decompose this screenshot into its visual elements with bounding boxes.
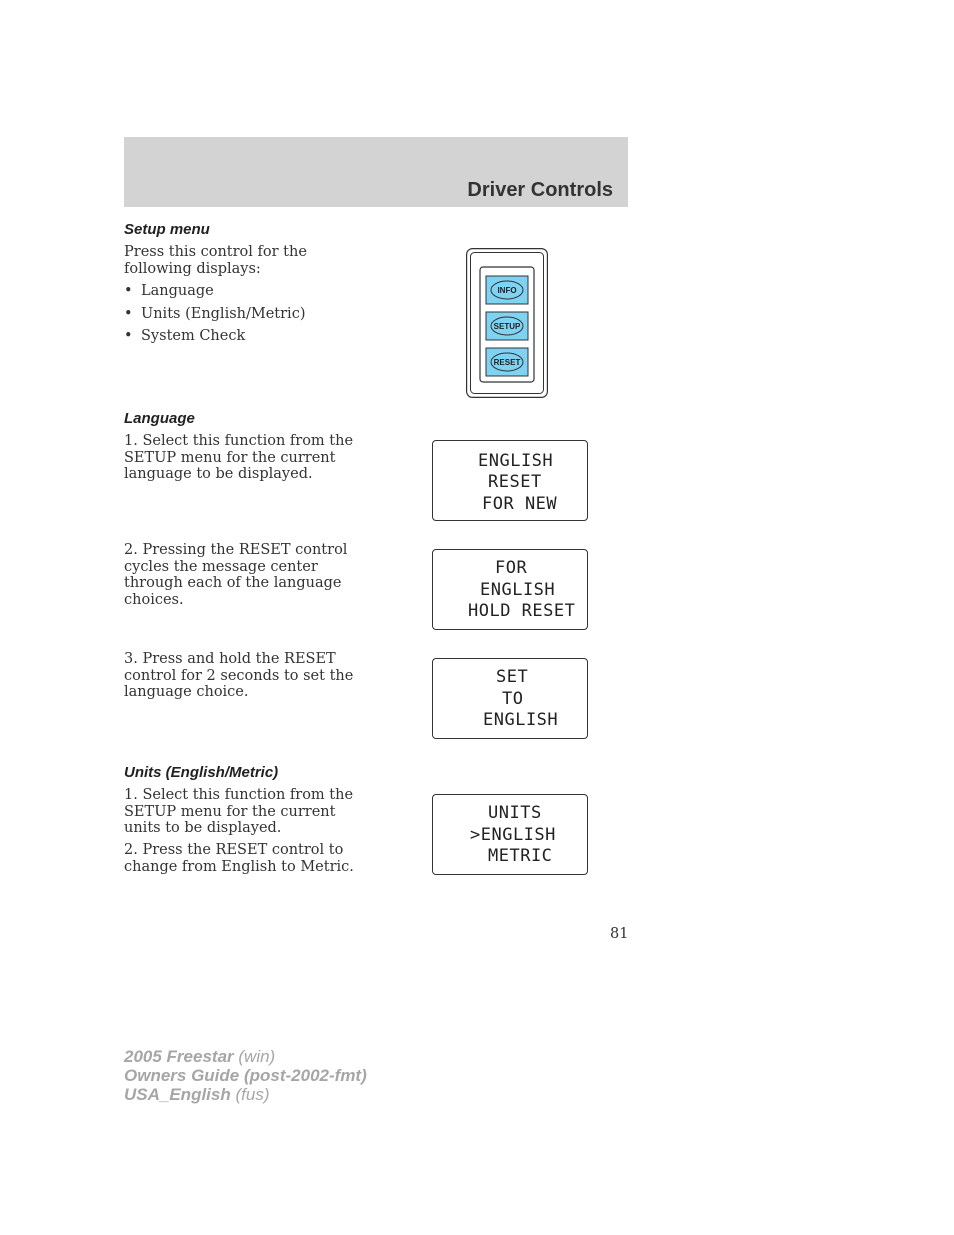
language-heading: Language <box>124 410 195 427</box>
bullet-text: System Check <box>141 328 246 344</box>
footer-model: 2005 Freestar <box>124 1047 234 1066</box>
message-display-1 <box>432 440 588 521</box>
info-button-label: INFO <box>497 286 517 295</box>
footer-language-code: (fus) <box>235 1085 270 1104</box>
setup-button <box>486 312 528 340</box>
setup-menu-intro <box>124 244 374 277</box>
reset-button <box>486 348 528 376</box>
document-footer <box>124 1047 367 1104</box>
control-panel-illustration <box>466 248 548 398</box>
display-line: ENGLISH <box>478 451 554 471</box>
bullet-item: • Language <box>124 283 214 299</box>
message-display-4 <box>432 794 588 875</box>
footer-guide: Owners Guide (post-2002-fmt) <box>124 1066 367 1085</box>
page-number: 81 <box>610 926 629 942</box>
header-band <box>124 137 628 207</box>
display-line: HOLD RESET <box>468 601 576 621</box>
display-line: ENGLISH <box>483 710 559 730</box>
display-line: FOR <box>495 558 528 578</box>
language-step-2: 2. Pressing the RESET control cycles the message center through each of the language choices. <box>124 542 348 608</box>
language-step-1: 1. Select this function from the SETUP menu for the current language to be displayed. <box>124 433 354 482</box>
bullet-item: • Units (English/Metric) <box>124 305 306 322</box>
section-title: Driver Controls <box>467 179 613 201</box>
display-line: >ENGLISH <box>470 825 556 845</box>
setup-intro-text: Press this control for the following displays: <box>124 244 307 277</box>
display-line: RESET <box>488 472 542 492</box>
bullet-text: Units (English/Metric) <box>141 305 306 322</box>
units-heading: Units (English/Metric) <box>124 764 279 781</box>
footer-line-3 <box>124 1085 367 1104</box>
display-line: ENGLISH <box>480 580 556 600</box>
setup-button-label: SETUP <box>493 322 521 331</box>
display-line: SET <box>496 667 529 687</box>
units-step-1: 1. Select this function from the SETUP menu for the current units to be displayed. <box>124 787 354 836</box>
bullet-item: • System Check <box>124 328 246 344</box>
display-line: METRIC <box>488 846 553 866</box>
setup-menu-heading: Setup menu <box>124 221 210 238</box>
units-step-2: 2. Press the RESET control to change from English to Metric. <box>124 842 354 875</box>
footer-model-code: (win) <box>238 1047 276 1066</box>
info-button <box>486 276 528 304</box>
reset-button-label: RESET <box>493 358 521 367</box>
footer-line-1 <box>124 1047 367 1066</box>
display-line: UNITS <box>488 803 542 823</box>
language-step-3: 3. Press and hold the RESET control for 2 seconds to set the language choice. <box>124 651 354 700</box>
footer-language: USA_English <box>124 1085 231 1104</box>
bullet-text: Language <box>141 283 214 299</box>
display-line: FOR NEW <box>482 494 558 514</box>
setup-bullet-list <box>124 280 305 348</box>
message-display-2 <box>432 549 588 630</box>
message-display-3 <box>432 658 588 739</box>
display-line: TO <box>502 689 524 709</box>
footer-line-2 <box>124 1066 367 1085</box>
